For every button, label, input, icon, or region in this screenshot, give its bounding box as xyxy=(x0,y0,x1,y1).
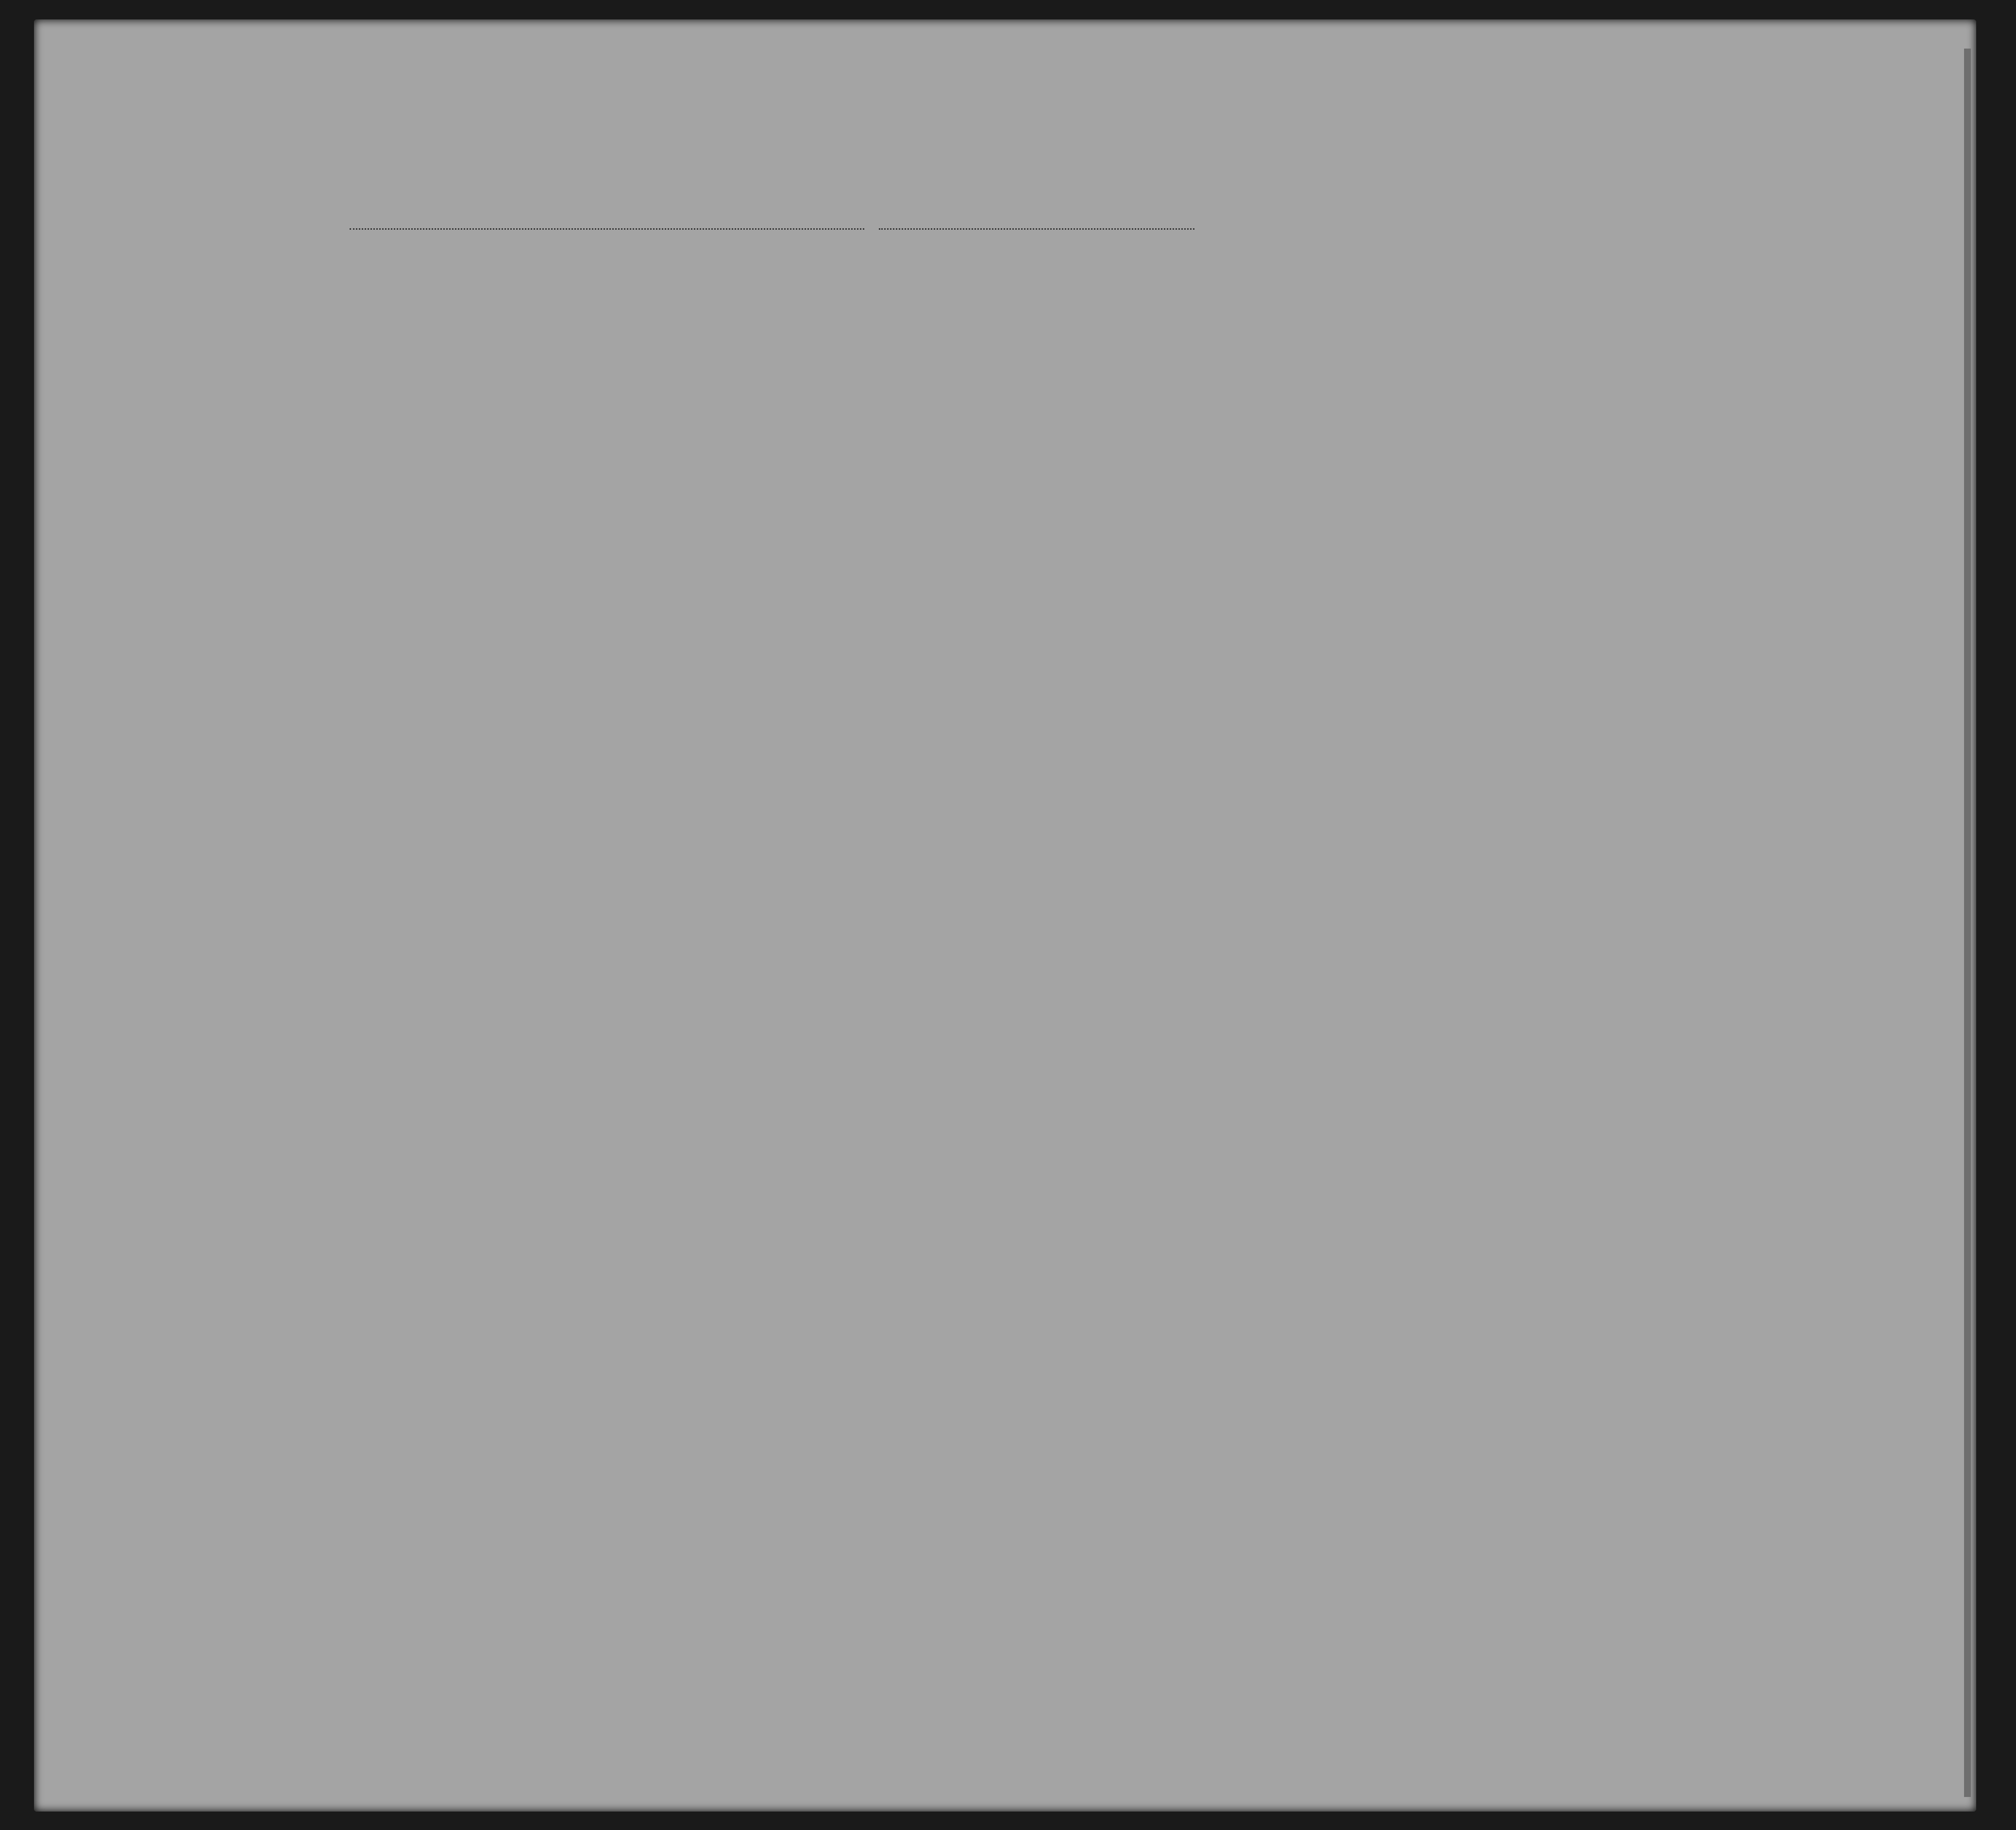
port-underline xyxy=(350,228,864,230)
page-edge xyxy=(1964,49,1971,1797)
list-number xyxy=(1704,73,1792,96)
date-underline xyxy=(879,228,1194,230)
manifest-table xyxy=(121,256,1937,1592)
